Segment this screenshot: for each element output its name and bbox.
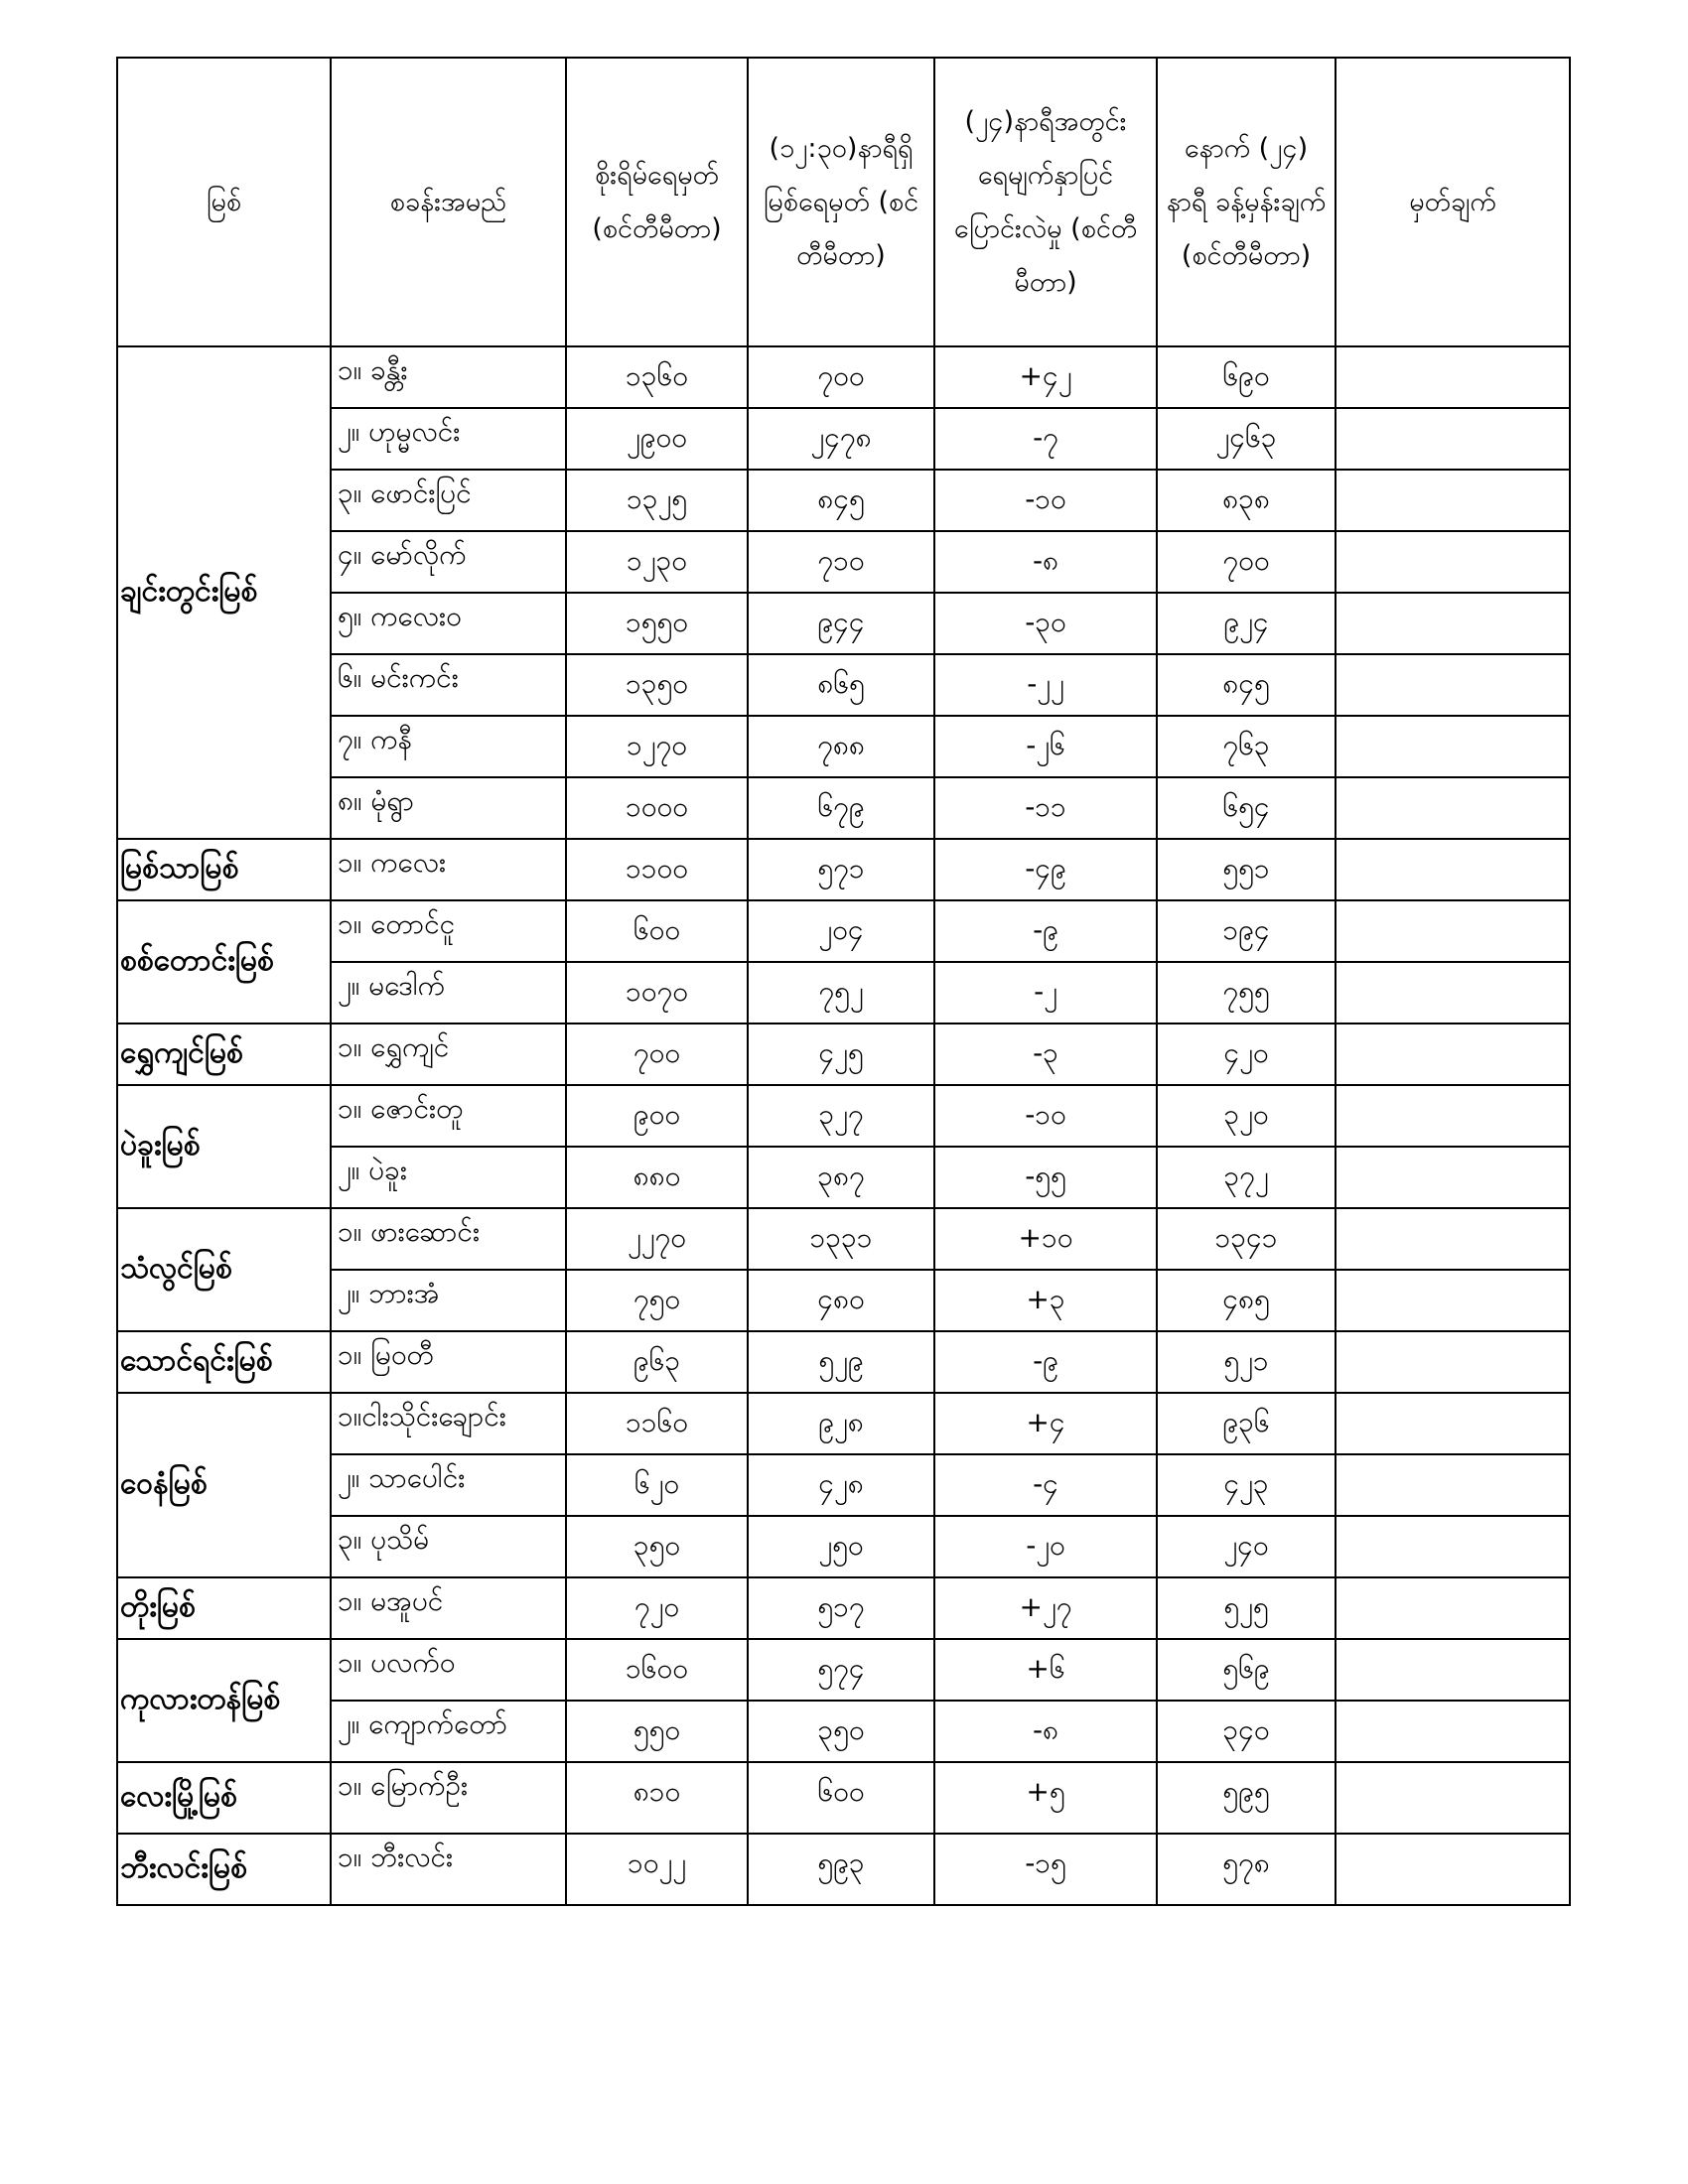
river-name-cell: ကုလားတန်မြစ်	[117, 1639, 331, 1762]
remark-cell	[1336, 1701, 1570, 1762]
forecast-cell: ၅၂၁	[1157, 1331, 1336, 1393]
level-change-cell: -၂	[934, 962, 1157, 1024]
station-name-cell: ၂။ ပဲခူး	[331, 1147, 566, 1208]
station-name-cell: ၁။ မအူပင်	[331, 1577, 566, 1639]
table-row	[117, 1701, 1570, 1762]
danger-level-cell: ၁၂၇၀	[566, 716, 748, 777]
danger-level-cell: ၇၂၀	[566, 1577, 748, 1639]
forecast-cell: ၉၃၆	[1157, 1393, 1336, 1454]
remark-cell	[1336, 1085, 1570, 1147]
remark-cell	[1336, 408, 1570, 470]
river-water-level-table	[116, 57, 1571, 1906]
station-name-cell: ၈။ မုံရွာ	[331, 777, 566, 839]
remark-cell	[1336, 962, 1570, 1024]
table-row	[117, 1147, 1570, 1208]
level-change-cell: +၄	[934, 1393, 1157, 1454]
current-level-cell: ၆၀၀	[748, 1762, 934, 1834]
current-level-cell: ၄၈၀	[748, 1270, 934, 1331]
danger-level-cell: ၃၅၀	[566, 1516, 748, 1577]
level-change-cell: -၁၁	[934, 777, 1157, 839]
station-name-cell: ၁။ ဇောင်းတူ	[331, 1085, 566, 1147]
level-change-cell: -၁၅	[934, 1834, 1157, 1905]
forecast-cell: ၄၈၅	[1157, 1270, 1336, 1331]
station-name-cell: ၇။ ကနီ	[331, 716, 566, 777]
current-level-cell: ၂၅၀	[748, 1516, 934, 1577]
level-change-cell: -၃၀	[934, 593, 1157, 654]
station-name-cell: ၂။ မဒေါက်	[331, 962, 566, 1024]
forecast-cell: ၄၂၃	[1157, 1454, 1336, 1516]
current-level-cell: ၃၅၀	[748, 1701, 934, 1762]
current-level-cell: ၅၇၁	[748, 839, 934, 900]
river-name-cell: ပဲခူးမြစ်	[117, 1085, 331, 1208]
table-row	[117, 716, 1570, 777]
table-row	[117, 1393, 1570, 1454]
station-name-cell: ၁။ငါးသိုင်းချောင်း	[331, 1393, 566, 1454]
level-change-cell: -၃	[934, 1024, 1157, 1085]
level-change-cell: -၂၀	[934, 1516, 1157, 1577]
forecast-cell: ၁၉၄	[1157, 900, 1336, 962]
table-row	[117, 1331, 1570, 1393]
remark-cell	[1336, 470, 1570, 531]
danger-level-cell: ၁၃၅၀	[566, 654, 748, 716]
current-level-cell: ၇၅၂	[748, 962, 934, 1024]
current-level-cell: ၇၁၀	[748, 531, 934, 593]
level-change-cell: -၇	[934, 408, 1157, 470]
table-row	[117, 1762, 1570, 1834]
forecast-cell: ၃၂၀	[1157, 1085, 1336, 1147]
river-name-cell: လေးမြို့မြစ်	[117, 1762, 331, 1834]
current-level-cell: ၅၂၉	[748, 1331, 934, 1393]
river-name-cell: ဘီးလင်းမြစ်	[117, 1834, 331, 1905]
forecast-cell: ၈၄၅	[1157, 654, 1336, 716]
forecast-cell: ၄၂၀	[1157, 1024, 1336, 1085]
forecast-cell: ၃၄၀	[1157, 1701, 1336, 1762]
table-row	[117, 531, 1570, 593]
forecast-cell: ၅၇၈	[1157, 1834, 1336, 1905]
current-level-cell: ၁၃၃၁	[748, 1208, 934, 1270]
danger-level-cell: ၁၂၃၀	[566, 531, 748, 593]
danger-level-cell: ၁၀၂၂	[566, 1834, 748, 1905]
remark-cell	[1336, 1024, 1570, 1085]
station-name-cell: ၆။ မင်းကင်း	[331, 654, 566, 716]
current-level-cell: ၉၂၈	[748, 1393, 934, 1454]
table-row	[117, 1208, 1570, 1270]
current-level-cell: ၃၂၇	[748, 1085, 934, 1147]
level-change-cell: +၃	[934, 1270, 1157, 1331]
danger-level-cell: ၁၀၇၀	[566, 962, 748, 1024]
table-row	[117, 1454, 1570, 1516]
forecast-cell: ၂၄၆၃	[1157, 408, 1336, 470]
current-level-cell: ၅၁၇	[748, 1577, 934, 1639]
remark-cell	[1336, 346, 1570, 408]
table-row	[117, 962, 1570, 1024]
remark-cell	[1336, 1270, 1570, 1331]
level-change-cell: -၉	[934, 1331, 1157, 1393]
forecast-cell: ၇၆၃	[1157, 716, 1336, 777]
danger-level-cell: ၂၂၇၀	[566, 1208, 748, 1270]
table-row	[117, 654, 1570, 716]
river-name-cell: သံလွင်မြစ်	[117, 1208, 331, 1331]
remark-cell	[1336, 777, 1570, 839]
current-level-cell: ၂၄၇၈	[748, 408, 934, 470]
table-row	[117, 900, 1570, 962]
forecast-cell: ၇၅၅	[1157, 962, 1336, 1024]
forecast-cell: ၅၆၉	[1157, 1639, 1336, 1701]
table-row	[117, 1516, 1570, 1577]
level-change-cell: +၆	[934, 1639, 1157, 1701]
danger-level-cell: ၈၈၀	[566, 1147, 748, 1208]
level-change-cell: -၁၀	[934, 1085, 1157, 1147]
column-header-current-level: (၁၂:၃၀)နာရီရှိ မြစ်ရေမှတ် (စင်တီမီတာ)	[748, 58, 934, 346]
forecast-cell: ၈၃၈	[1157, 470, 1336, 531]
level-change-cell: -၈	[934, 1701, 1157, 1762]
danger-level-cell: ၁၃၂၅	[566, 470, 748, 531]
table-row	[117, 408, 1570, 470]
danger-level-cell: ၁၃၆၀	[566, 346, 748, 408]
table-row	[117, 1834, 1570, 1905]
column-header-forecast: နောက် (၂၄) နာရီ ခန့်မှန်းချက် (စင်တီမီတာ)	[1157, 58, 1336, 346]
current-level-cell: ၃၈၇	[748, 1147, 934, 1208]
current-level-cell: ၈၄၅	[748, 470, 934, 531]
forecast-cell: ၅၉၅	[1157, 1762, 1336, 1834]
current-level-cell: ၆၇၉	[748, 777, 934, 839]
river-name-cell: စစ်တောင်းမြစ်	[117, 900, 331, 1024]
level-change-cell: +၁၀	[934, 1208, 1157, 1270]
table-row	[117, 1085, 1570, 1147]
current-level-cell: ၄၂၈	[748, 1454, 934, 1516]
danger-level-cell: ၅၅၀	[566, 1701, 748, 1762]
danger-level-cell: ၁၀၀၀	[566, 777, 748, 839]
station-name-cell: ၅။ ကလေးဝ	[331, 593, 566, 654]
river-name-cell: တိုးမြစ်	[117, 1577, 331, 1639]
column-header-river: မြစ်	[117, 58, 331, 346]
remark-cell	[1336, 1454, 1570, 1516]
level-change-cell: -၄၉	[934, 839, 1157, 900]
station-name-cell: ၁။ တောင်ငူ	[331, 900, 566, 962]
danger-level-cell: ၈၁၀	[566, 1762, 748, 1834]
forecast-cell: ၅၂၅	[1157, 1577, 1336, 1639]
river-name-cell: မြစ်သာမြစ်	[117, 839, 331, 900]
current-level-cell: ၅၇၄	[748, 1639, 934, 1701]
table-row	[117, 470, 1570, 531]
danger-level-cell: ၉၀၀	[566, 1085, 748, 1147]
remark-cell	[1336, 531, 1570, 593]
danger-level-cell: ၆၀၀	[566, 900, 748, 962]
level-change-cell: -၂၆	[934, 716, 1157, 777]
remark-cell	[1336, 1639, 1570, 1701]
remark-cell	[1336, 1393, 1570, 1454]
remark-cell	[1336, 716, 1570, 777]
station-name-cell: ၁။ မြောက်ဦး	[331, 1762, 566, 1834]
level-change-cell: +၄၂	[934, 346, 1157, 408]
remark-cell	[1336, 1208, 1570, 1270]
level-change-cell: -၁၀	[934, 470, 1157, 531]
danger-level-cell: ၁၁၆၀	[566, 1393, 748, 1454]
remark-cell	[1336, 1147, 1570, 1208]
remark-cell	[1336, 593, 1570, 654]
remark-cell	[1336, 1331, 1570, 1393]
table-row	[117, 1024, 1570, 1085]
station-name-cell: ၂။ ဟုမ္မလင်း	[331, 408, 566, 470]
forecast-cell: ၉၂၄	[1157, 593, 1336, 654]
river-name-cell: ချင်းတွင်းမြစ်	[117, 346, 331, 839]
danger-level-cell: ၉၆၃	[566, 1331, 748, 1393]
table-row	[117, 593, 1570, 654]
column-header-danger-level: စိုးရိမ်ရေမှတ် (စင်တီမီတာ)	[566, 58, 748, 346]
forecast-cell: ၅၅၁	[1157, 839, 1336, 900]
station-name-cell: ၁။ ကလေး	[331, 839, 566, 900]
current-level-cell: ၅၉၃	[748, 1834, 934, 1905]
level-change-cell: +၅	[934, 1762, 1157, 1834]
station-name-cell: ၂။ ကျောက်တော်	[331, 1701, 566, 1762]
remark-cell	[1336, 1577, 1570, 1639]
current-level-cell: ၇၈၈	[748, 716, 934, 777]
table-row	[117, 839, 1570, 900]
current-level-cell: ၈၆၅	[748, 654, 934, 716]
remark-cell	[1336, 839, 1570, 900]
station-name-cell: ၁။ ဘီးလင်း	[331, 1834, 566, 1905]
level-change-cell: -၂၂	[934, 654, 1157, 716]
table-row	[117, 346, 1570, 408]
station-name-cell: ၃။ ပုသိမ်	[331, 1516, 566, 1577]
column-header-remarks: မှတ်ချက်	[1336, 58, 1570, 346]
current-level-cell: ၄၂၅	[748, 1024, 934, 1085]
danger-level-cell: ၁၆၀၀	[566, 1639, 748, 1701]
table-row	[117, 777, 1570, 839]
danger-level-cell: ၁၅၅၀	[566, 593, 748, 654]
station-name-cell: ၃။ ဖောင်းပြင်	[331, 470, 566, 531]
forecast-cell: ၇၀၀	[1157, 531, 1336, 593]
forecast-cell: ၁၃၄၁	[1157, 1208, 1336, 1270]
station-name-cell: ၂။ သာပေါင်း	[331, 1454, 566, 1516]
current-level-cell: ၂၀၄	[748, 900, 934, 962]
current-level-cell: ၉၄၄	[748, 593, 934, 654]
table-row	[117, 1577, 1570, 1639]
station-name-cell: ၁။ မြဝတီ	[331, 1331, 566, 1393]
danger-level-cell: ၂၉၀၀	[566, 408, 748, 470]
column-header-station: စခန်းအမည်	[331, 58, 566, 346]
table-row	[117, 1639, 1570, 1701]
station-name-cell: ၁။ ဖားဆောင်း	[331, 1208, 566, 1270]
river-name-cell: ဝေနံမြစ်	[117, 1393, 331, 1577]
level-change-cell: -၅၅	[934, 1147, 1157, 1208]
station-name-cell: ၄။ မော်လိုက်	[331, 531, 566, 593]
forecast-cell: ၃၇၂	[1157, 1147, 1336, 1208]
table-body	[117, 346, 1570, 1905]
column-header-24h-change: (၂၄)နာရီအတွင်း ရေမျက်နှာပြင် ပြောင်းလဲမှု (စင်တီမီတာ)	[934, 58, 1157, 346]
danger-level-cell: ၇၀၀	[566, 1024, 748, 1085]
danger-level-cell: ၆၂၀	[566, 1454, 748, 1516]
level-change-cell: -၉	[934, 900, 1157, 962]
level-change-cell: -၈	[934, 531, 1157, 593]
remark-cell	[1336, 900, 1570, 962]
river-name-cell: ရွှေကျင်မြစ်	[117, 1024, 331, 1085]
river-name-cell: သောင်ရင်းမြစ်	[117, 1331, 331, 1393]
forecast-cell: ၆၅၄	[1157, 777, 1336, 839]
station-name-cell: ၁။ ခန္တီး	[331, 346, 566, 408]
danger-level-cell: ၁၁၀၀	[566, 839, 748, 900]
current-level-cell: ၇၀၀	[748, 346, 934, 408]
forecast-cell: ၂၄၀	[1157, 1516, 1336, 1577]
remark-cell	[1336, 1834, 1570, 1905]
table-header-row	[117, 58, 1570, 346]
level-change-cell: -၄	[934, 1454, 1157, 1516]
table-row	[117, 1270, 1570, 1331]
level-change-cell: +၂၇	[934, 1577, 1157, 1639]
remark-cell	[1336, 1516, 1570, 1577]
station-name-cell: ၂။ ဘားအံ	[331, 1270, 566, 1331]
forecast-cell: ၆၉၀	[1157, 346, 1336, 408]
remark-cell	[1336, 1762, 1570, 1834]
remark-cell	[1336, 654, 1570, 716]
station-name-cell: ၁။ ပလက်ဝ	[331, 1639, 566, 1701]
station-name-cell: ၁။ ရွှေကျင်	[331, 1024, 566, 1085]
danger-level-cell: ၇၅၀	[566, 1270, 748, 1331]
